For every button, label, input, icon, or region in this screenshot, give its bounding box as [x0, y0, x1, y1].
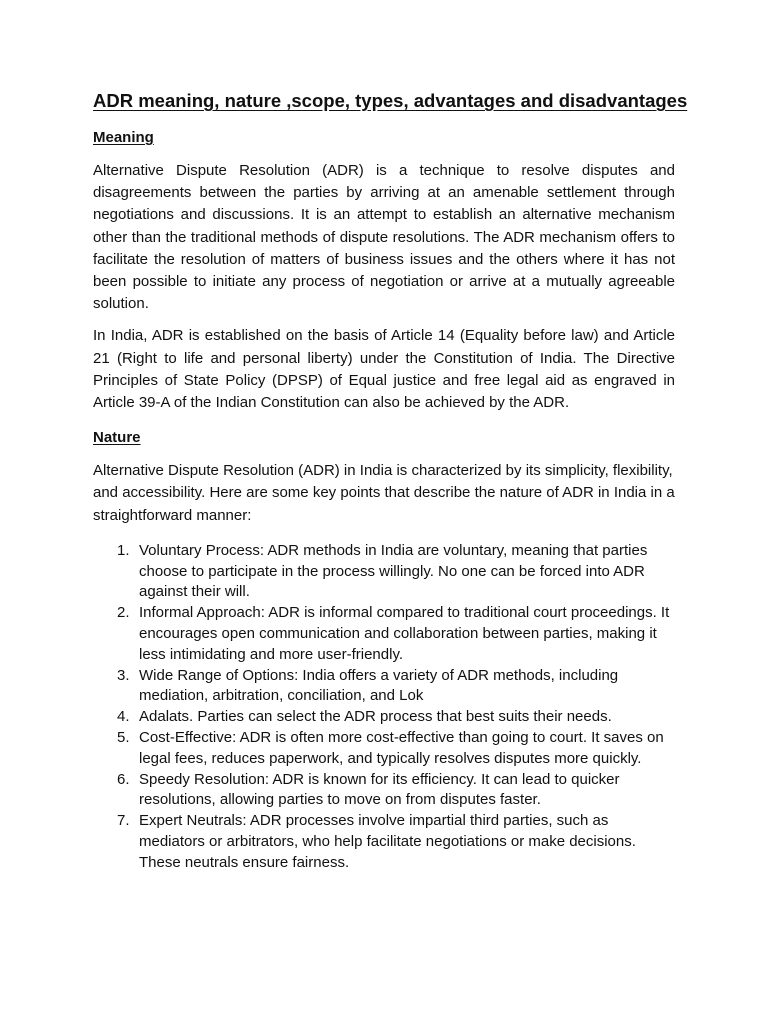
list-item-number: 6.	[117, 770, 130, 788]
nature-heading: Nature	[93, 429, 141, 447]
nature-intro-paragraph: Alternative Dispute Resolution (ADR) in India is characterized by its simplicity, flexibility, and accessibility. Here are some key points that describe the nature of ADR in India in a straightforward manner:	[93, 462, 675, 524]
list-item	[93, 707, 675, 728]
list-item-text: Cost-Effective: ADR is often more cost-effective than going to court. It saves on legal fees, reduces paperwork, and typically resolves disputes more quickly.	[139, 729, 664, 767]
list-item-text: Expert Neutrals: ADR processes involve impartial third parties, such as mediators or arbitrators, who help facilitate negotiations or make decisions. These neutrals ensure fairness.	[139, 812, 636, 871]
list-item-text: Adalats. Parties can select the ADR process that best suits their needs.	[139, 708, 612, 726]
list-item-text: Informal Approach: ADR is informal compared to traditional court proceedings. It encourages open communication and collaboration between parties, making it less intimidating and more user-friendly.	[139, 604, 670, 663]
list-item-text: Speedy Resolution: ADR is known for its efficiency. It can lead to quicker resolutions, allowing parties to move on from disputes faster.	[139, 770, 620, 809]
nature-list	[93, 541, 675, 874]
list-item-number: 5.	[117, 729, 130, 747]
list-item	[93, 811, 675, 873]
document-page	[93, 88, 688, 874]
meaning-paragraph-1: Alternative Dispute Resolution (ADR) is a technique to resolve disputes and disagreements between the parties by arriving at an amenable settlement through negotiations and discussions. It is an attempt to establish an alternative mechanism other than the traditional methods of dispute resolutions. The ADR mechanism offers to facilitate the resolution of matters of business issues and the others where it has not been possible to initiate any process of negotiation or arrive at a mutually agreeable solution.	[93, 162, 675, 313]
meaning-heading: Meaning	[93, 129, 154, 146]
list-item-text: Voluntary Process: ADR methods in India are voluntary, meaning that parties choose to participate in the process willingly. No one can be forced into ADR against their will.	[139, 541, 648, 601]
list-item-number: 1.	[117, 541, 130, 559]
list-item	[93, 728, 675, 770]
list-item-number: 3.	[117, 666, 130, 684]
list-item-number: 2.	[117, 604, 130, 622]
document-title: ADR meaning, nature ,scope, types, advantages and disadvantages	[93, 90, 688, 111]
meaning-paragraph-2: In India, ADR is established on the basis of Article 14 (Equality before law) and Article 21 (Right to life and personal liberty) under the Constitution of India. The Directive Principles of State Policy (DPSP) of Equal justice and free legal aid as engraved in Article 39-A of the Indian Constitution can also be achieved by the ADR.	[93, 327, 675, 412]
list-item-number: 4.	[117, 708, 130, 726]
list-item	[93, 541, 675, 603]
list-item-text: Wide Range of Options: India offers a variety of ADR methods, including mediation, arbitration, conciliation, and Lok	[139, 666, 619, 705]
list-item	[93, 770, 675, 812]
list-item	[93, 603, 675, 665]
list-item-number: 7.	[117, 812, 130, 830]
list-item	[93, 666, 675, 708]
